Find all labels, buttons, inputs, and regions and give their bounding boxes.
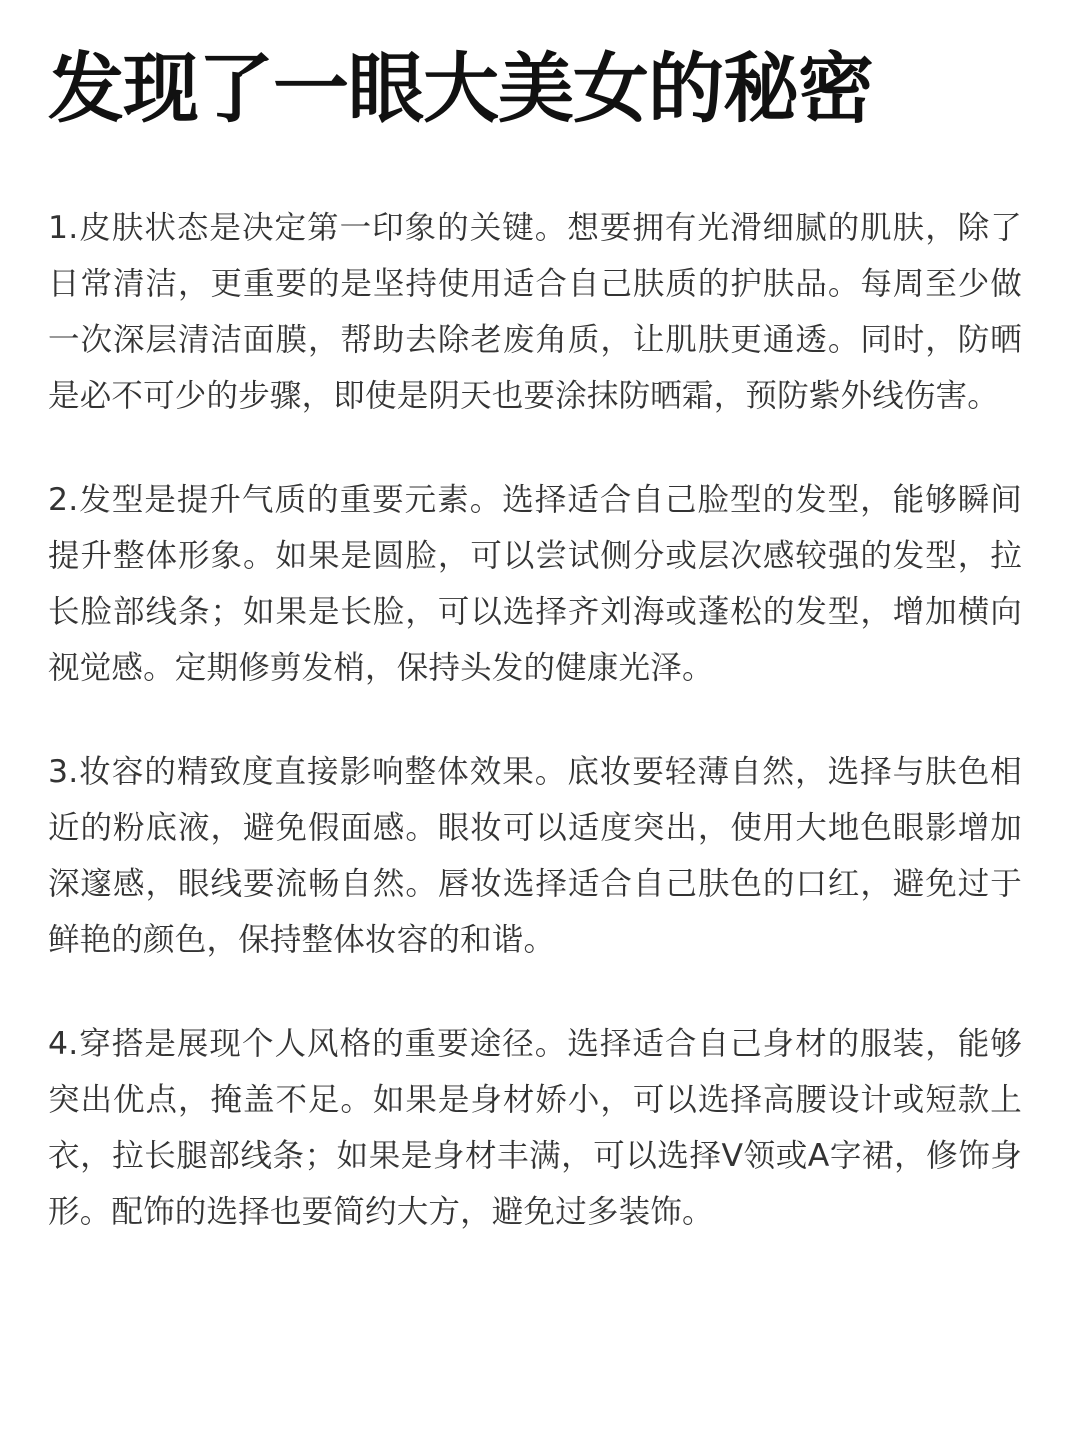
- paragraph-skin: 1.皮肤状态是决定第一印象的关键。想要拥有光滑细腻的肌肤，除了日常清洁，更重要的是坚持使用适合自己肤质的护肤品。每周至少做一次深层清洁面膜，帮助去除老废角质，让肌肤更通透。同时，防晒是必不可少的步骤，即使是阴天也要涂抹防晒霜，预防紫外线伤害。: [48, 209, 1022, 414]
- article-title: 发现了一眼大美女的秘密: [48, 44, 873, 133]
- article-body: [48, 200, 1022, 1240]
- paragraph-outfit: 4.穿搭是展现个人风格的重要途径。选择适合自己身材的服装，能够突出优点，掩盖不足。如果是身材娇小，可以选择高腰设计或短款上衣，拉长腿部线条；如果是身材丰满，可以选择V领或A字裙，修饰身形。配饰的选择也要简约大方，避免过多装饰。: [48, 1025, 1022, 1230]
- paragraph-makeup: 3.妆容的精致度直接影响整体效果。底妆要轻薄自然，选择与肤色相近的粉底液，避免假面感。眼妆可以适度突出，使用大地色眼影增加深邃感，眼线要流畅自然。唇妆选择适合自己肤色的口红，避免过于鲜艳的颜色，保持整体妆容的和谐。: [48, 753, 1022, 958]
- paragraph-hair: 2.发型是提升气质的重要元素。选择适合自己脸型的发型，能够瞬间提升整体形象。如果是圆脸，可以尝试侧分或层次感较强的发型，拉长脸部线条；如果是长脸，可以选择齐刘海或蓬松的发型，增加横向视觉感。定期修剪发梢，保持头发的健康光泽。: [48, 481, 1022, 686]
